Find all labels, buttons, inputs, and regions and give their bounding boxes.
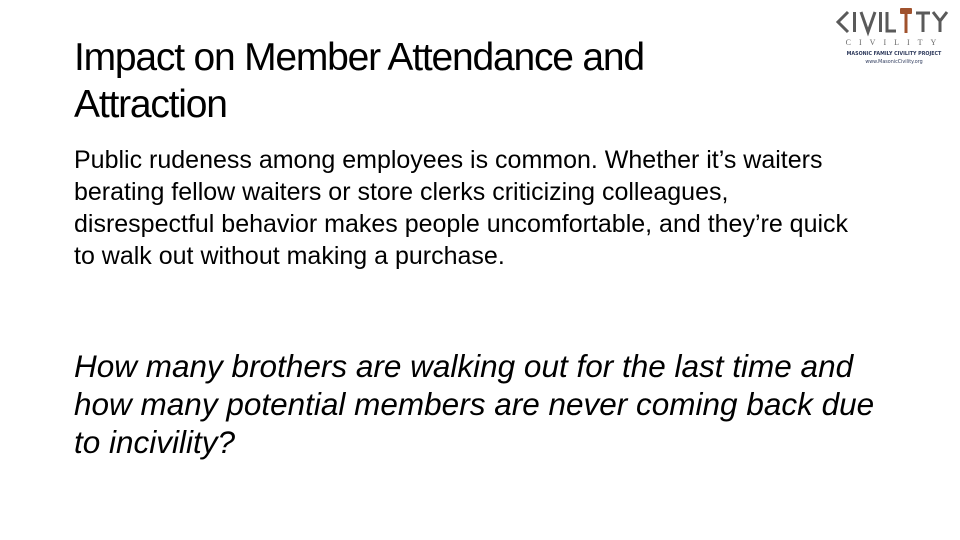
logo-project-name: MASONIC FAMILY CIVILITY PROJECT [846, 52, 942, 57]
logo-subtitle: CIVILITY [845, 38, 945, 47]
logo-url: www.MasonicCivility.org [865, 60, 923, 65]
civility-logo [834, 4, 954, 70]
slide-title: Impact on Member Attendance and Attraction [74, 36, 644, 126]
civility-wordmark-logo [834, 4, 954, 40]
body-paragraph: Public rudeness among employees is common. Whether it’s waiters berating fellow waiters or store clerks criticizing colleagues, disrespectful behavior makes people uncomfortable, and they’re quick to walk out without making a purchase. [74, 146, 849, 270]
question-paragraph: How many brothers are walking out for the last time and how many potential members are never coming back due to incivility? [74, 348, 875, 460]
